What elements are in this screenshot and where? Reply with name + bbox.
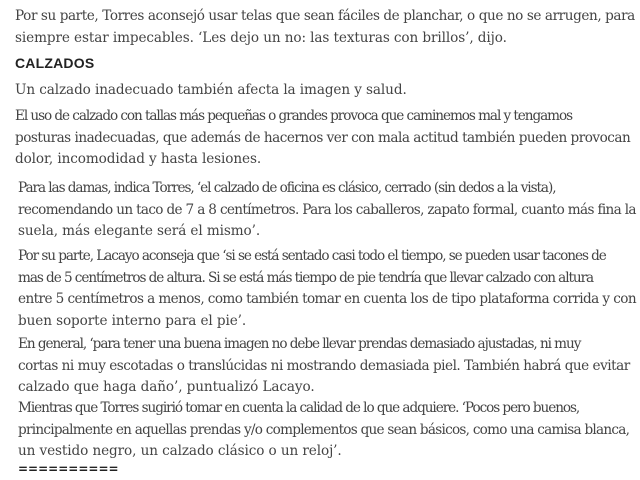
text-line: buen soporte interno para el pie’. bbox=[18, 312, 247, 329]
text-line: cortas ni muy escotadas o translúcidas ni mostrando demasiada piel. También habrá que evitar bbox=[18, 357, 630, 374]
paragraph-tallas bbox=[15, 106, 630, 171]
text-line: principalmente en aquellas prendas y/o complementos que sean básicos, como una camisa blanca, bbox=[18, 421, 630, 438]
text-line: En general, ‘para tener una buena imagen no debe llevar prendas demasiado ajustadas, ni muy bbox=[18, 336, 581, 352]
text-line: recomendando un taco de 7 a 8 centímetros. Para los caballeros, zapato formal, cuanto más fina la bbox=[18, 201, 636, 218]
text-line: Un calzado inadecuado también afecta la imagen y salud. bbox=[15, 82, 407, 98]
text-line: Mientras que Torres sugirió tomar en cuenta la calidad de lo que adquiere. ‘Pocos pero buenos, bbox=[18, 400, 580, 416]
text-line: suela, más elegante será el mismo’. bbox=[18, 223, 261, 239]
paragraph-calidad bbox=[18, 398, 629, 463]
paragraph-damas bbox=[18, 178, 636, 243]
paragraph-lacayo bbox=[18, 246, 636, 332]
text-line: mas de 5 centímetros de altura. Si se está más tiempo de pie tendría que llevar calzado con altura bbox=[18, 269, 594, 286]
paragraph-general bbox=[18, 334, 630, 399]
text-line: entre 5 centímetros a menos, como también tomar en cuenta los de tipo plataforma corrida y con bbox=[18, 291, 637, 307]
text-line: dolor, incomodidad y hasta lesiones. bbox=[15, 151, 262, 167]
text-line: siempre estar impecables. ‘Les dejo un no: las texturas con brillos’, dijo. bbox=[15, 29, 507, 46]
text-line: El uso de calzado con tallas más pequeñas o grandes provoca que caminemos mal y tengamos bbox=[15, 108, 573, 124]
text-line: Por su parte, Lacayo aconseja que ‘si se está sentado casi todo el tiempo, se pueden usar tacones de bbox=[18, 248, 606, 264]
separator-line: ========== bbox=[18, 462, 119, 476]
section-heading-calzados: CALZADOS bbox=[15, 55, 95, 71]
text-line: un vestido negro, un calzado clásico o un reloj’. bbox=[18, 443, 342, 459]
text-line: Por su parte, Torres aconsejó usar telas que sean fáciles de planchar, o que no se arrugen, para bbox=[15, 8, 635, 24]
paragraph-calzado-intro bbox=[15, 80, 407, 102]
text-line: Para las damas, indica Torres, ‘el calzado de oficina es clásico, cerrado (sin dedos a la vista), bbox=[18, 180, 556, 196]
text-line: posturas inadecuadas, que además de hacernos ver con mala actitud también pueden provocan bbox=[15, 129, 631, 146]
text-line: calzado que haga daño’, puntualizó Lacayo. bbox=[18, 379, 315, 395]
paragraph-torres-fabrics bbox=[15, 6, 635, 49]
